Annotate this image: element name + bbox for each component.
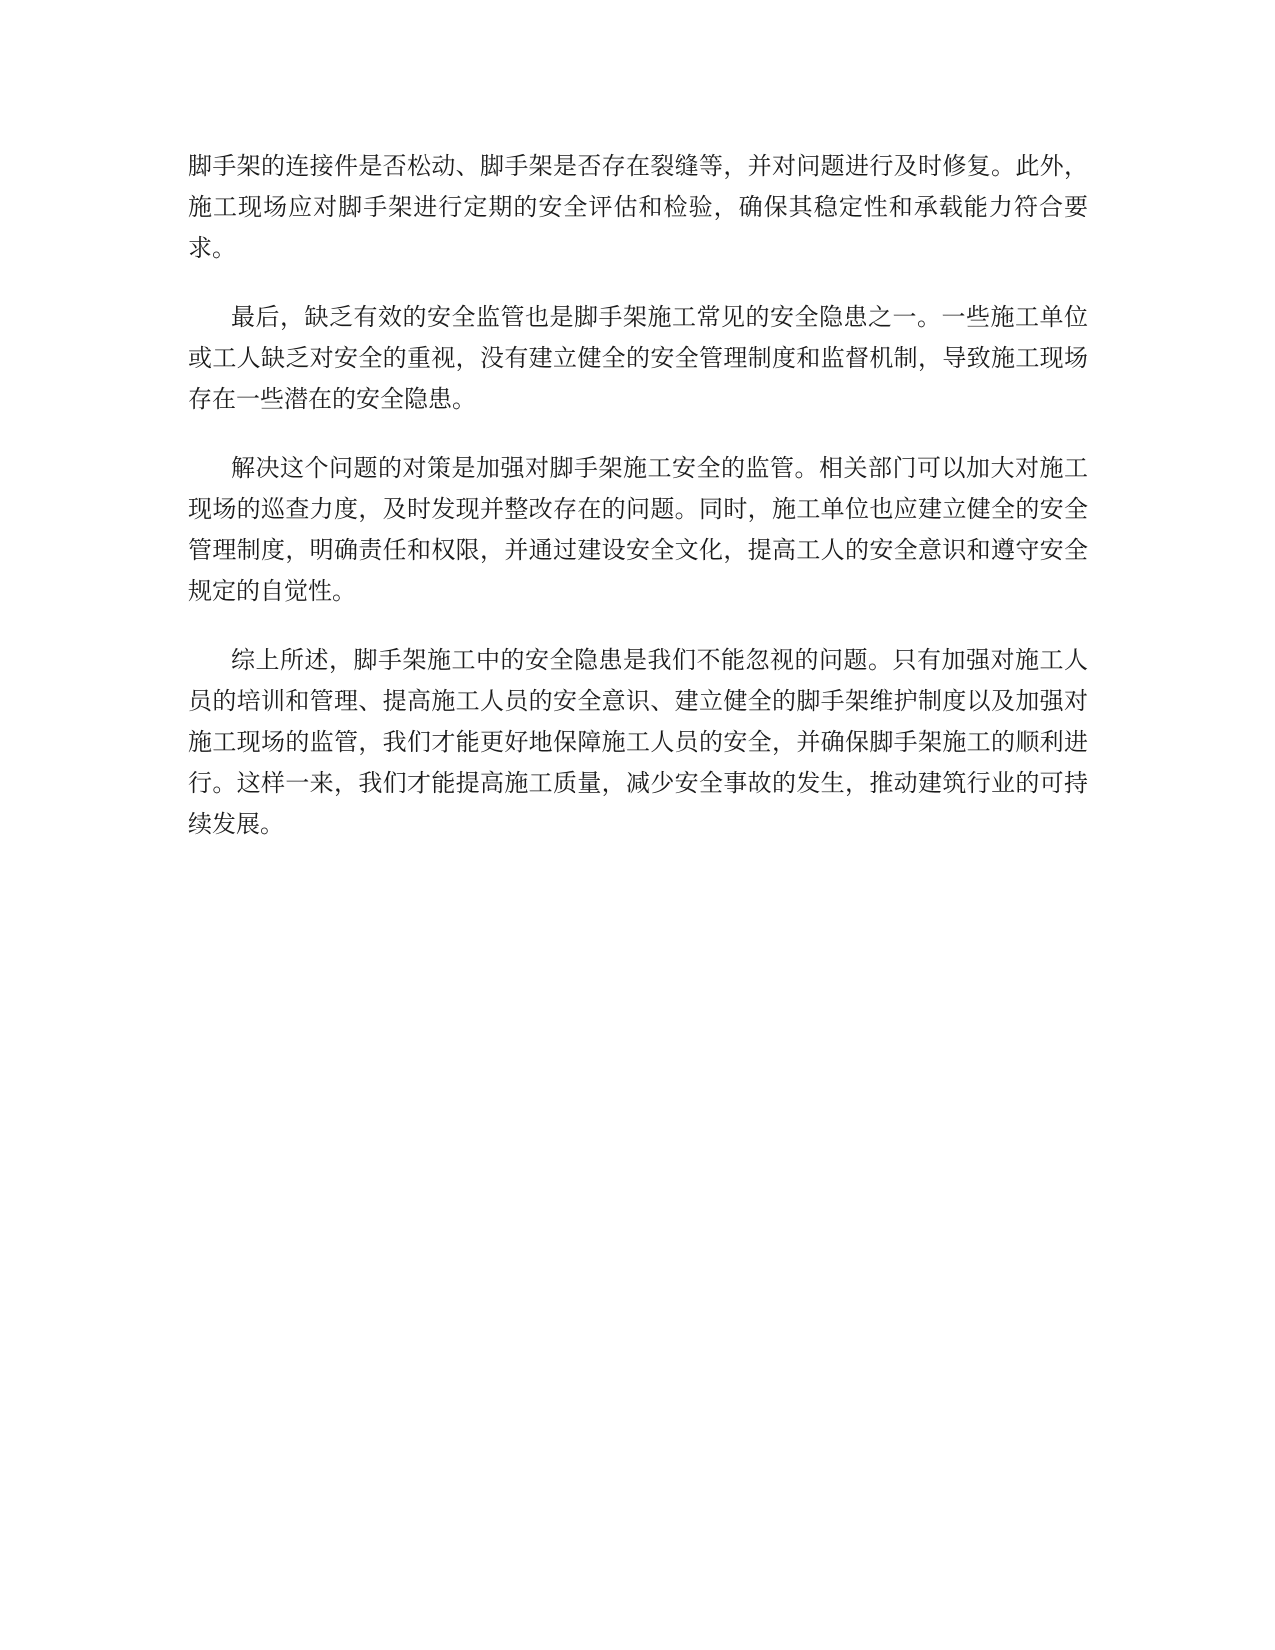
- paragraph-continuation: 脚手架的连接件是否松动、脚手架是否存在裂缝等，并对问题进行及时修复。此外，施工现场应对脚手架进行定期的安全评估和检验，确保其稳定性和承载能力符合要求。: [188, 152, 1088, 262]
- paragraph-supervision-solution: 解决这个问题的对策是加强对脚手架施工安全的监管。相关部门可以加大对施工现场的巡查力度，及时发现并整改存在的问题。同时，施工单位也应建立健全的安全管理制度，明确责任和权限，并通过建设安全文化，提高工人的安全意识和遵守安全规定的自觉性。: [188, 454, 1088, 605]
- paragraph-conclusion: 综上所述，脚手架施工中的安全隐患是我们不能忽视的问题。只有加强对施工人员的培训和管理、提高施工人员的安全意识、建立健全的脚手架维护制度以及加强对施工现场的监管，我们才能更好地保障施工人员的安全，并确保脚手架施工的顺利进行。这样一来，我们才能提高施工质量，减少安全事故的发生，推动建筑行业的可持续发展。: [188, 646, 1088, 838]
- document-body: [188, 146, 1088, 873]
- paragraph-supervision-risk: 最后，缺乏有效的安全监管也是脚手架施工常见的安全隐患之一。一些施工单位或工人缺乏对安全的重视，没有建立健全的安全管理制度和监督机制，导致施工现场存在一些潜在的安全隐患。: [188, 303, 1088, 413]
